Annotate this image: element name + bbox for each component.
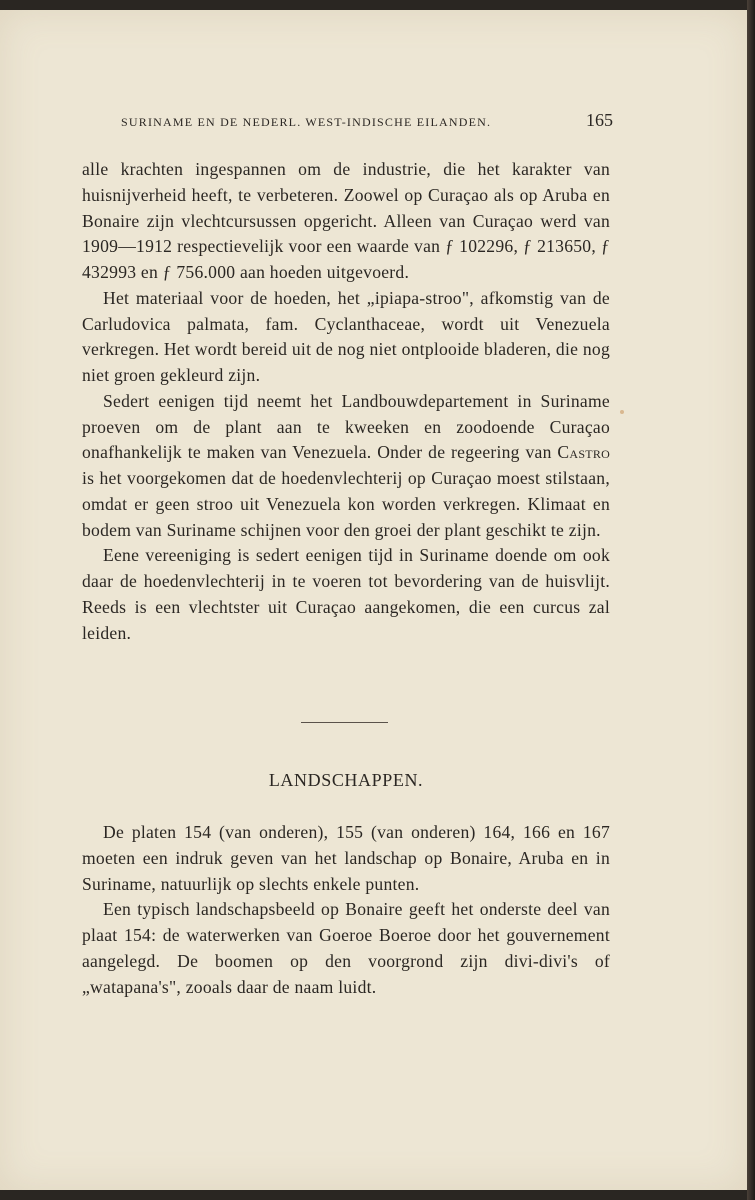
paragraph: Het materiaal voor de hoeden, het „ipiapa-stroo", afkomstig van de Carludovica palmata, fam. Cyclanthaceae, wordt uit Venezuela verkregen. Het wordt bereid uit de nog niet ontplooide bladeren, die nog niet groen gekleurd zijn. <box>82 287 610 385</box>
running-head-title: SURINAME EN DE NEDERL. WEST-INDISCHE EILANDEN. <box>121 115 492 129</box>
page-number: 165 <box>586 110 613 130</box>
running-head <box>121 110 613 131</box>
paragraph: alle krachten ingespannen om de industrie, die het karakter van huisnijverheid heeft, te verbeteren. Zoowel op Curaçao als op Aruba en Bonaire zijn vlechtcursussen opgericht. Alleen van Curaçao werd van 1909—1912 respectievelijk voor een waarde van ƒ 102296, ƒ 213650, ƒ 432993 en ƒ 756.000 aan hoeden uitgevoerd. <box>82 159 610 282</box>
paragraph <box>82 389 610 544</box>
person-name: Castro <box>557 442 610 463</box>
book-page <box>0 10 747 1190</box>
section-divider <box>301 722 388 723</box>
book-edge <box>747 0 755 1200</box>
section-heading: LANDSCHAPPEN. <box>268 770 424 790</box>
paragraph-text: Sedert eenigen tijd neemt het Landbouwdepartement in Suriname proeven om de plant aan te kweeken en zoodoende Curaçao onafhankelijk te maken van Venezuela. Onder de regeering van <box>82 390 610 463</box>
paragraph: Eene vereeniging is sedert eenigen tijd in Suriname doende om ook daar de hoedenvlechterij in te voeren tot bevordering van de huisvlijt. Reeds is een vlechtster uit Curaçao aangekomen, die een curcus zal leiden. <box>82 545 610 643</box>
paper-spot <box>620 410 624 414</box>
paragraph: Een typisch landschapsbeeld op Bonaire geeft het onderste deel van plaat 154: de waterwerken van Goeroe Boeroe door het gouvernement aangelegd. De boomen op den voorgrond zijn divi-divi's of „watapana's", zooals daar de naam luidt. <box>82 899 610 997</box>
body-text-top <box>82 157 610 646</box>
body-text-bottom <box>82 820 610 1000</box>
paragraph: De platen 154 (van onderen), 155 (van onderen) 164, 166 en 167 moeten een indruk geven van het landschap op Bonaire, Aruba en in Suriname, natuurlijk op slechts enkele punten. <box>82 822 610 894</box>
paragraph-text: is het voorgekomen dat de hoedenvlechterij op Curaçao moest stilstaan, omdat er geen stroo uit Venezuela kon worden verkregen. Klimaat en bodem van Suriname schijnen voor den groei der plant geschikt te zijn. <box>82 468 610 540</box>
